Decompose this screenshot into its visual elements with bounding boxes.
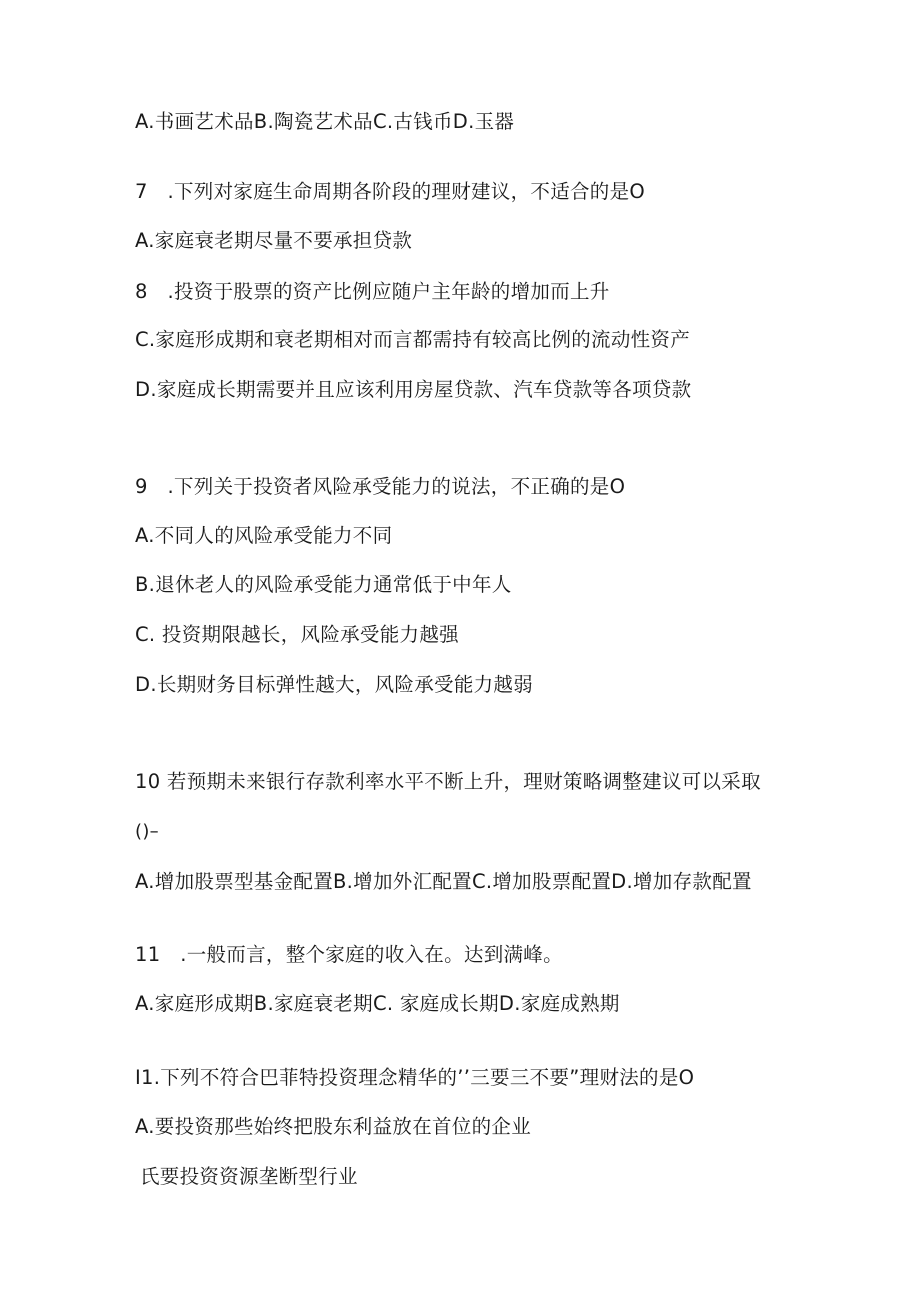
question-12: I1.下列不符合巴菲特投资理念精华的’’三要三不要”理财法的是O bbox=[135, 1066, 695, 1089]
question-10: 10 若预期未来银行存款利率水平不断上升，理财策略调整建议可以采取 bbox=[135, 770, 761, 793]
q7-option-a: A.家庭衰老期尽量不要承担贷款 bbox=[135, 229, 413, 252]
q10-options-line: A.增加股票型基金配置B.增加外汇配置C.增加股票配置D.增加存款配置 bbox=[135, 870, 752, 893]
q8-option-c: C.家庭形成期和衰老期相对而言都需持有较高比例的流动性资产 bbox=[135, 328, 691, 351]
q6-options-line: A.书画艺术品B.陶瓷艺术品C.古钱币D.玉器 bbox=[135, 110, 515, 133]
question-7: 7 .下列对家庭生命周期各阶段的理财建议，不适合的是O bbox=[135, 180, 646, 203]
q9-option-c: C. 投资期限越长，风险承受能力越强 bbox=[135, 623, 459, 646]
q12-option-a: A.要投资那些始终把股东利益放在首位的企业 bbox=[135, 1115, 531, 1138]
q9-option-a: A.不同人的风险承受能力不同 bbox=[135, 524, 393, 547]
q8-option-d: D.家庭成长期需要并且应该利用房屋贷款、汽车贷款等各项贷款 bbox=[135, 378, 692, 401]
q12-option-b: 氏要投资资源垄断型行业 bbox=[140, 1165, 358, 1188]
question-9: 9 .下列关于投资者风险承受能力的说法，不正确的是O bbox=[135, 475, 626, 498]
question-8: 8 .投资于股票的资产比例应随户主年龄的增加而上升 bbox=[135, 280, 610, 303]
question-11: 11 .一般而言，整个家庭的收入在。达到满峰。 bbox=[135, 943, 563, 966]
q11-options-line: A.家庭形成期B.家庭衰老期C. 家庭成长期D.家庭成熟期 bbox=[135, 992, 620, 1015]
q9-option-b: B.退休老人的风险承受能力通常低于中年人 bbox=[135, 573, 512, 596]
question-10-continued: ()– bbox=[135, 821, 159, 842]
q9-option-d: D.长期财务目标弹性越大，风险承受能力越弱 bbox=[135, 673, 534, 696]
